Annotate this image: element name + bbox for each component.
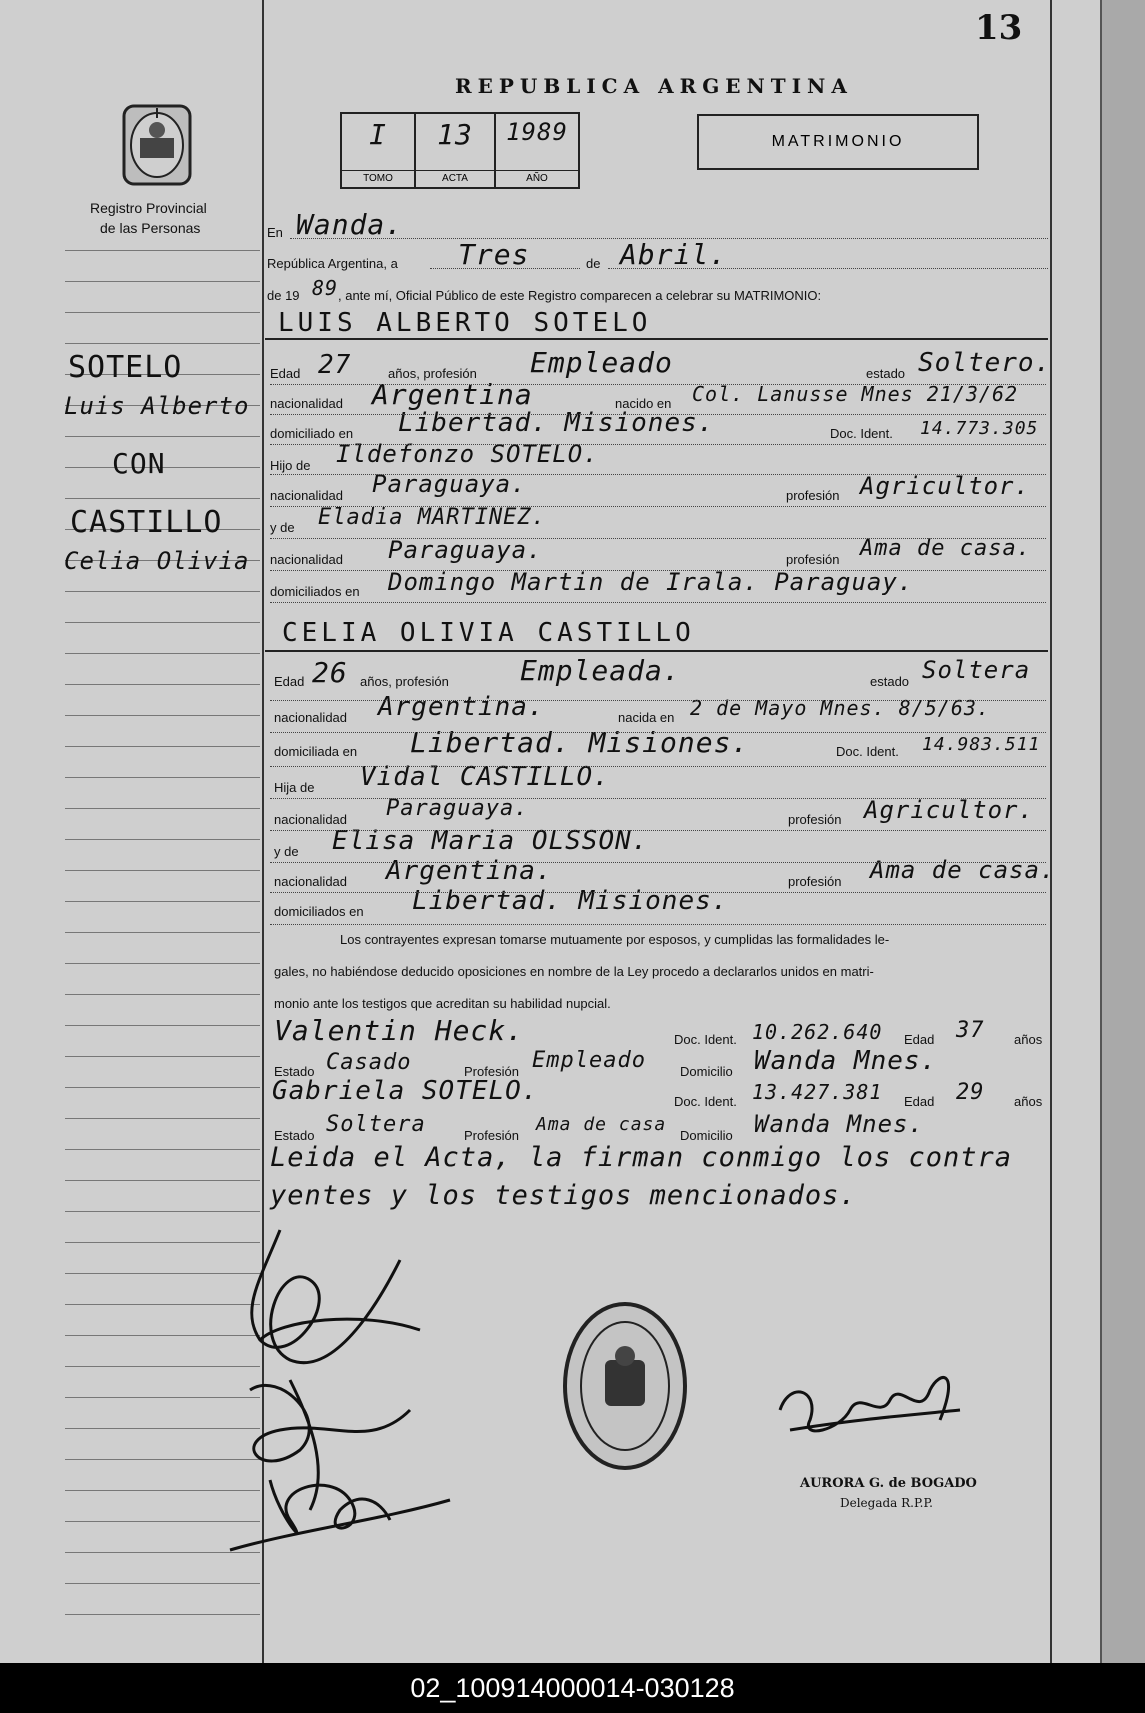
formal-text-line1: Los contrayentes expresan tomarse mutuamente por esposos, y cumplidas las formalidades le- [340,932,890,947]
groom-yde-label: y de [270,520,295,535]
margin-rule-line [65,963,260,964]
margin-rule-line [65,1211,260,1212]
bride-nac-label: nacionalidad [274,710,348,725]
witness2-name: Gabriela SOTELO. [272,1076,539,1106]
page-number: 13 [975,8,1023,48]
field-rule-line [270,798,1046,799]
field-rule-line [270,570,1046,571]
groom-nationality: Argentina [372,378,533,411]
tomo-value: I [369,118,387,151]
bride-yde-label: y de [274,844,299,859]
margin-bride-surname: CASTILLO [70,505,223,540]
margin-rule-line [65,436,260,437]
margin-rule-line [65,808,260,809]
groom-mother-profession: Ama de casa. [860,536,1031,561]
margin-groom-names: Luis Alberto [64,392,250,420]
right-border-rule [1050,0,1052,1663]
field-rule-line [270,892,1046,893]
witness2-anos-label: años [1014,1094,1043,1109]
margin-rule-line [65,901,260,902]
formal-text-line3: monio ante los testigos que acreditan su habilidad nupcial. [274,996,611,1011]
field-rule-line [270,924,1046,925]
groom-anos-label: años, profesión [388,366,477,381]
witness1-profession: Empleado [532,1048,646,1073]
official-stamp [560,1300,690,1472]
witness1-name: Valentin Heck. [274,1014,525,1047]
footer-id: 02_100914000014-030128 [0,1663,1145,1713]
bride-parents-dom-label: domiciliados en [274,904,364,919]
field-rule-line [270,732,1046,733]
witness1-doc-label: Doc. Ident. [674,1032,737,1047]
groom-mother: Eladia MARTINEZ. [318,505,546,530]
margin-rule-line [65,839,260,840]
bride-father-nationality: Paraguaya. [386,796,529,821]
bride-age: 26 [312,656,348,689]
groom-nacido-label: nacido en [615,396,672,411]
acta-label: ACTA [416,170,494,187]
witness1-estado-label: Estado [274,1064,315,1079]
official-name: AURORA G. de BOGADO [800,1476,977,1491]
groom-nac-label: nacionalidad [270,396,344,411]
bride-hija-label: Hija de [274,780,315,795]
registry-name-line1: Registro Provincial [90,200,207,216]
bride-nationality: Argentina. [378,692,545,722]
margin-rule-line [65,312,260,313]
field-rule-line [270,700,1046,701]
groom-father-nationality: Paraguaya. [372,470,527,498]
ano-value: 1989 [506,118,568,146]
witness2-prof-label: Profesión [464,1128,519,1143]
bride-father-profession: Agricultor. [864,796,1034,824]
witness2-edad-label: Edad [904,1094,935,1109]
margin-rule-line [65,746,260,747]
groom-birthplace: Col. Lanusse Mnes 21/3/62 [692,382,1019,406]
witness1-estado: Casado [326,1050,412,1075]
tomo-label: TOMO [342,170,414,187]
bride-full-name: CELIA OLIVIA CASTILLO [282,618,695,648]
witness2-doc: 13.427.381 [752,1080,883,1104]
bride-birthplace: 2 de Mayo Mnes. 8/5/63. [690,696,990,720]
witness1-edad-label: Edad [904,1032,935,1047]
field-rule-line [270,474,1046,475]
month: Abril. [620,238,728,271]
witness2-estado-label: Estado [274,1128,315,1143]
bride-parents-domicile: Libertad. Misiones. [412,886,729,916]
place: Wanda. [296,208,404,241]
margin-groom-surname: SOTELO [68,350,183,385]
groom-father-nat-label: nacionalidad [270,488,344,503]
witness1-dom-label: Domicilio [680,1064,733,1079]
margin-rule-line [65,1583,260,1584]
groom-profession: Empleado [530,346,673,379]
witness1-domicile: Wanda Mnes. [754,1046,938,1076]
bride-anos-label: años, profesión [360,674,449,689]
bride-edad-label: Edad [274,674,305,689]
margin-rule-line [65,343,260,344]
margin-rule-line [65,1056,260,1057]
margin-rule-line [65,1025,260,1026]
margin-bride-names: Celia Olivia [64,547,250,575]
witness2-domicile: Wanda Mnes. [754,1110,924,1138]
bride-mother-nat-label: nacionalidad [274,874,348,889]
witness2-estado: Soltera [326,1112,426,1137]
field-rule-line [270,506,1046,507]
groom-dom-label: domiciliado en [270,426,354,441]
witness2-dom-label: Domicilio [680,1128,733,1143]
country-title: REPUBLICA ARGENTINA [455,74,853,98]
margin-rule-line [65,777,260,778]
official-signature [770,1360,970,1470]
margin-rule-line [65,715,260,716]
registry-emblem [118,100,196,190]
groom-hijo-label: Hijo de [270,458,311,473]
bride-doc: 14.983.511 [922,734,1041,755]
witness1-prof-label: Profesión [464,1064,519,1079]
field-rule-line [270,538,1046,539]
field-rule-line [270,766,1046,767]
field-rule-line [270,414,1046,415]
bride-dom-label: domiciliada en [274,744,358,759]
groom-father-profession: Agricultor. [860,472,1030,500]
witness1-doc: 10.262.640 [752,1020,883,1044]
en-label: En [267,225,283,240]
groom-mother-nationality: Paraguaya. [388,536,543,564]
bride-father-nat-label: nacionalidad [274,812,348,827]
margin-rule-line [65,1180,260,1181]
groom-mother-nat-label: nacionalidad [270,552,344,567]
field-rule-line [270,830,1046,831]
witness2-doc-label: Doc. Ident. [674,1094,737,1109]
margin-rule-line [65,250,260,251]
bride-father: Vidal CASTILLO. [360,762,610,792]
ano-label: AÑO [496,170,578,187]
margin-rule-line [65,591,260,592]
groom-age: 27 [318,350,352,380]
margin-rule-line [65,281,260,282]
margin-rule-line [65,622,260,623]
margin-rule-line [65,870,260,871]
margin-rule-line [65,498,260,499]
year-suffix: 89 [312,276,339,300]
tomo-cell [342,114,416,187]
bride-mother: Elisa Maria OLSSON. [332,826,649,856]
registry-name-line2: de las Personas [100,220,201,236]
witness2-profession: Ama de casa [536,1114,667,1135]
groom-parents-dom-label: domiciliados en [270,584,360,599]
margin-rule-line [65,684,260,685]
groom-doc: 14.773.305 [920,418,1039,439]
witness2-age: 29 [956,1080,985,1105]
bride-doc-label: Doc. Ident. [836,744,899,759]
opening-text: , ante mí, Oficial Público de este Registro comparecen a celebrar su MATRIMONIO: [338,288,822,303]
groom-parents-domicile: Domingo Martin de Irala. Paraguay. [388,568,914,596]
bride-mother-nationality: Argentina. [386,856,553,886]
field-rule-line [270,444,1046,445]
tomo-acta-ano-box [340,112,580,189]
margin-connector: CON [112,447,166,480]
groom-domicile: Libertad. Misiones. [398,408,715,438]
bride-mother-profession: Ama de casa. [870,856,1056,884]
bride-mother-prof-label: profesión [788,874,842,889]
margin-rule-line [65,932,260,933]
groom-mother-prof-label: profesión [786,552,840,567]
official-title: Delegada R.P.P. [840,1496,933,1510]
signatures-contrayentes [220,1220,480,1560]
acta-value: 13 [437,118,473,151]
page-edge-line [1100,0,1102,1663]
page-edge [1100,0,1145,1663]
margin-rule-line [65,994,260,995]
closing-line1: Leida el Acta, la firman conmigo los contra [270,1142,1012,1173]
groom-edad-label: Edad [270,366,301,381]
bride-nacida-label: nacida en [618,710,675,725]
bride-estado: Soltera [922,656,1031,684]
groom-full-name: LUIS ALBERTO SOTELO [278,308,652,338]
groom-doc-label: Doc. Ident. [830,426,893,441]
year-prefix: de 19 [267,288,300,303]
field-rule-line [270,862,1046,863]
closing-line2: yentes y los testigos mencionados. [270,1180,857,1211]
groom-father-prof-label: profesión [786,488,840,503]
formal-text-line2: gales, no habiéndose deducido oposiciones en nombre de la Ley procedo a declararlos unidos en matri- [274,964,874,979]
day: Tres [458,238,530,271]
bride-domicile: Libertad. Misiones. [410,726,750,759]
groom-estado-label: estado [866,366,906,381]
republica-label: República Argentina, a [267,256,398,271]
bride-estado-label: estado [870,674,910,689]
margin-rule-line [65,1614,260,1615]
bride-profession: Empleada. [520,654,681,687]
margin-rule-line [65,1149,260,1150]
margin-rule-line [65,653,260,654]
matrimonio-box: MATRIMONIO [697,114,979,170]
witness1-anos-label: años [1014,1032,1043,1047]
margin-rule-line [65,1118,260,1119]
witness1-age: 37 [956,1018,985,1043]
field-rule-line [270,602,1046,603]
ano-cell [496,114,578,187]
groom-estado: Soltero. [918,348,1052,378]
de-label: de [586,256,601,271]
bride-father-prof-label: profesión [788,812,842,827]
margin-rule-line [65,1087,260,1088]
acta-cell [416,114,496,187]
groom-father: Ildefonzo SOTELO. [336,440,599,468]
field-rule-line [270,384,1046,385]
